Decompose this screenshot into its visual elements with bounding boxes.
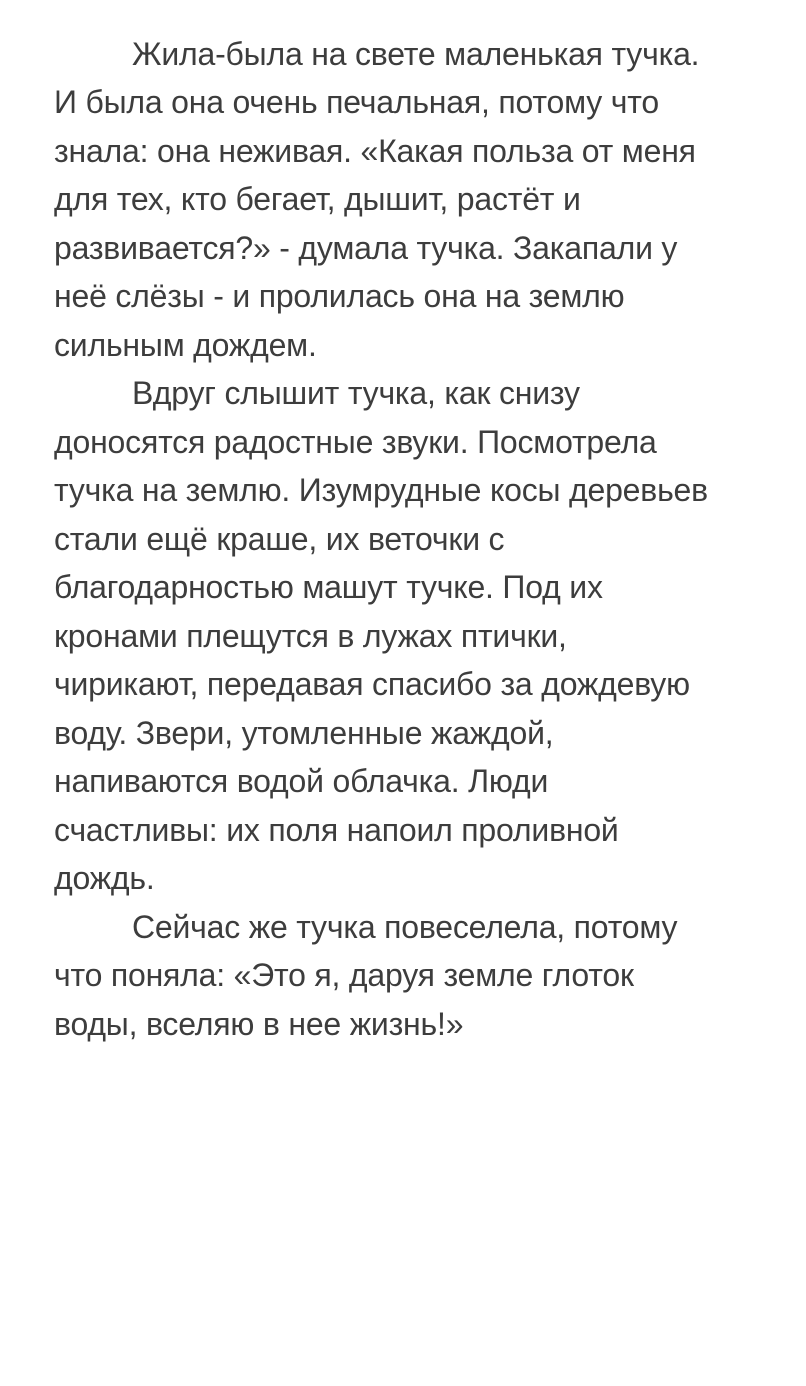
paragraph-2-line-9: напиваются водой облачка. Люди (54, 763, 549, 799)
paragraph-1-line-6: неё слёзы - и пролилась она на землю (54, 278, 625, 314)
paragraph-2-line-6: кронами плещутся в лужах птички, (54, 618, 567, 654)
paragraph-2-line-3: тучка на землю. Изумрудные косы деревьев (54, 472, 708, 508)
paragraph-1-line-4: для тех, кто бегает, дышит, растёт и (54, 181, 581, 217)
paragraph-2-line-8: воду. Звери, утомленные жаждой, (54, 715, 554, 751)
paragraph-1-line-2: И была она очень печальная, потому что (54, 84, 659, 120)
paragraph-1-line-7: сильным дождем. (54, 327, 317, 363)
paragraph-2-line-7: чирикают, передавая спасибо за дождевую (54, 666, 690, 702)
paragraph-1-line-3: знала: она неживая. «Какая польза от меня (54, 133, 696, 169)
paragraph-3-line-2: что поняла: «Это я, даруя земле глоток (54, 957, 634, 993)
paragraph-1-line-1: Жила-была на свете маленькая тучка. (132, 36, 700, 72)
paragraph-1-line-5: развивается?» - думала тучка. Закапали у (54, 230, 678, 266)
paragraph-2-line-5: благодарностью машут тучке. Под их (54, 569, 603, 605)
paragraph-3-line-3: воды, вселяю в нее жизнь!» (54, 1006, 464, 1042)
paragraph-2-line-10: счастливы: их поля напоил проливной (54, 812, 619, 848)
paragraph-2-line-4: стали ещё краше, их веточки с (54, 521, 505, 557)
paragraph-3-line-1: Сейчас же тучка повеселела, потому (132, 909, 678, 945)
paragraph-2-line-11: дождь. (54, 860, 155, 896)
paragraph-2-line-2: доносятся радостные звуки. Посмотрела (54, 424, 657, 460)
paragraph-2-line-1: Вдруг слышит тучка, как снизу (132, 375, 580, 411)
